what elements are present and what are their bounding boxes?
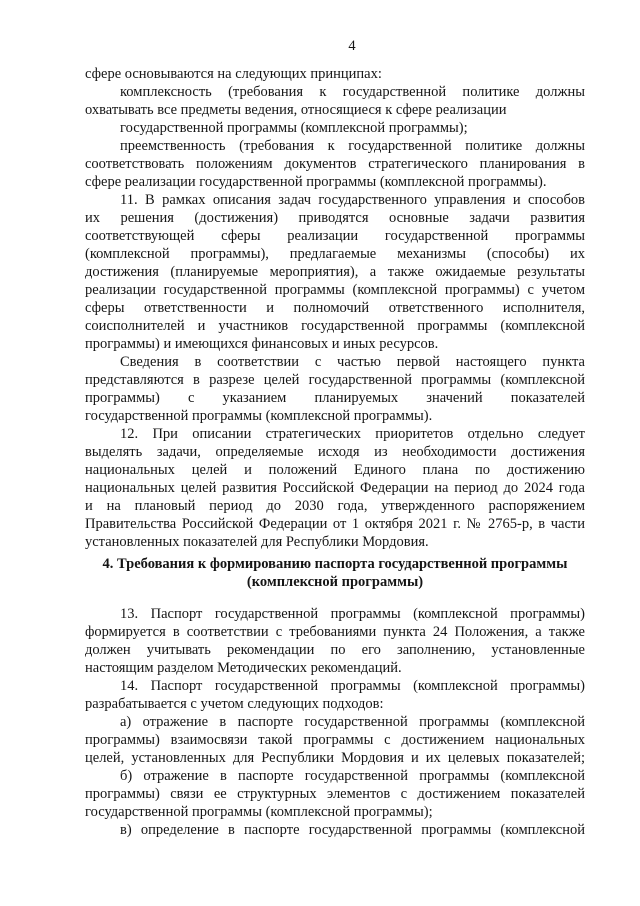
text-line: государственной программы (комплексной программы); (85, 804, 433, 820)
text-line: охватывать все предметы ведения, относящиеся к сфере реализации (85, 102, 507, 118)
text-line: соисполнителей и участников государственной программы (комплексной (85, 318, 585, 334)
paragraph-item-11-details (85, 353, 585, 425)
text-line: соответствующей сферы реализации государственной программы (85, 228, 585, 244)
paragraph-completeness (85, 83, 585, 119)
section-heading-line: (комплексной программы) (246, 574, 424, 590)
text-line: выделять задачи, определяемые исходя из необходимости достижения (85, 444, 585, 460)
section-heading (85, 555, 585, 591)
text-line: разрабатывается с учетом следующих подходов: (85, 696, 384, 712)
text-line: национальных целей и положений Единого плана по достижению (85, 462, 585, 478)
text-line: (комплексной программы), предлагаемые механизмы (способы) их (85, 246, 585, 262)
page-number: 4 (348, 38, 356, 54)
paragraph-continuity (85, 137, 585, 191)
text-line: комплексность (требования к государственной политике должны (120, 84, 585, 100)
text-line: Сведения в соответствии с частью первой настоящего пункта (120, 354, 585, 370)
text-line: формируется в соответствии с требованиями пункта 24 Положения, а также (85, 624, 585, 640)
text-line: 11. В рамках описания задач государственного управления и способов (120, 192, 585, 208)
text-line: а) отражение в паспорте государственной программы (комплексной (120, 714, 585, 730)
text-line: программы) с указанием планируемых значений показателей (85, 390, 585, 406)
text-line: должен учитывать рекомендации по его заполнению, установленные (85, 642, 585, 658)
section-heading-line: 4. Требования к формированию паспорта государственной программы (102, 556, 568, 572)
paragraph-subitem-v (85, 821, 585, 839)
text-line: соответствовать положениям документов стратегического планирования в (85, 156, 585, 172)
text-line: Правительства Российской Федерации от 1 октября 2021 г. № 2765-р, в части (85, 516, 585, 532)
text-line: б) отражение в паспорте государственной программы (комплексной (120, 768, 585, 784)
text-line: программы) взаимосвязи такой программы с достижением национальных (85, 732, 585, 748)
text-line: государственной программы (комплексной программы); (120, 120, 468, 136)
text-line: преемственность (требования к государственной политике должны (120, 138, 585, 154)
text-line: представляются в разрезе целей государственной программы (комплексной (85, 372, 585, 388)
text-line: реализации государственной программы (комплексной программы) с учетом (85, 282, 585, 298)
paragraph-principles-intro (85, 65, 585, 83)
text-line: 12. При описании стратегических приоритетов отдельно следует (120, 426, 585, 442)
paragraph-item-13 (85, 605, 585, 677)
text-line: национальных целей развития Российской Федерации на период до 2024 года (85, 480, 585, 496)
text-line: установленных показателей для Республики Мордовия. (85, 534, 429, 550)
text-line: 13. Паспорт государственной программы (комплексной программы) (120, 606, 585, 622)
paragraph-item-12 (85, 425, 585, 551)
paragraph-completeness-continued (85, 119, 585, 137)
text-line: в) определение в паспорте государственной программы (комплексной (120, 822, 585, 838)
body-text-lower (85, 605, 585, 839)
paragraph-subitem-a (85, 713, 585, 767)
paragraph-item-11 (85, 191, 585, 353)
text-line: их решения (достижения) приводятся основные задачи развития (85, 210, 585, 226)
text-line: сфере основываются на следующих принципах: (85, 66, 382, 82)
text-line: 14. Паспорт государственной программы (комплексной программы) (120, 678, 585, 694)
paragraph-item-14 (85, 677, 585, 713)
paragraph-subitem-b (85, 767, 585, 821)
text-line: настоящим разделом Методических рекомендаций. (85, 660, 402, 676)
text-line: достижения (планируемые мероприятия), а также ожидаемые результаты (85, 264, 585, 280)
text-line: программы) и имеющихся финансовых и иных ресурсов. (85, 336, 439, 352)
body-text-upper (85, 65, 585, 551)
text-line: сфере реализации государственной программы (комплексной программы). (85, 174, 547, 190)
text-line: государственной программы (комплексной программы). (85, 408, 433, 424)
text-line: целей, установленных для Республики Мордовия и их целевых показателей; (85, 750, 585, 766)
text-line: программы) связи ее структурных элементов с достижением показателей (85, 786, 585, 802)
text-line: и на плановый период до 2030 года, утвержденного распоряжением (85, 498, 585, 514)
text-line: сферы ответственности и полномочий ответственного исполнителя, (85, 300, 585, 316)
